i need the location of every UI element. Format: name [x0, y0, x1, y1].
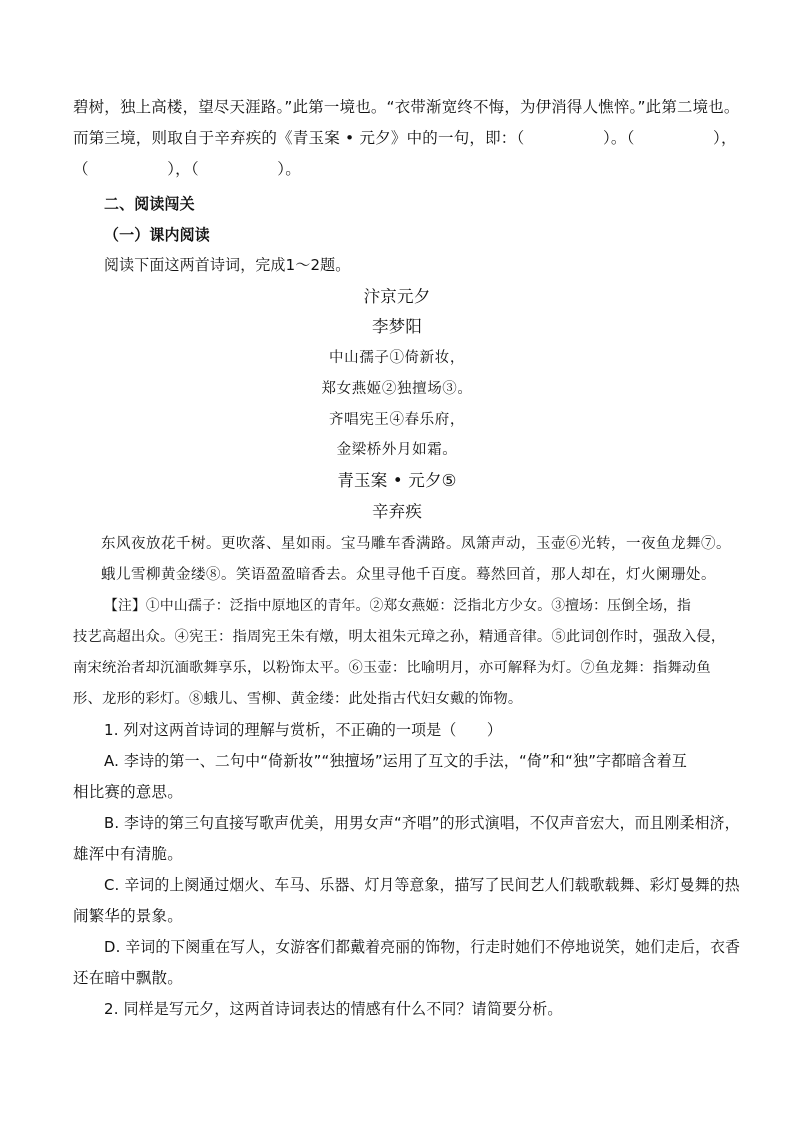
- question-1-stem: 1. 列对这两首诗词的理解与赏析，不正确的一项是（ ）: [104, 721, 502, 739]
- question-1-option-a: 相比赛的意思。: [73, 783, 183, 801]
- question-1-option-b: 雄浑中有清脆。: [73, 845, 183, 863]
- question-1-option-b: B. 李诗的第三句直接写歌声优美，用男女声“齐唱”的形式演唱，不仅声音宏大，而且刚柔相济，: [104, 814, 740, 832]
- poem1-line: 金梁桥外月如霜。: [336, 442, 458, 458]
- poem1-title: 汴京元夕: [363, 287, 431, 306]
- question-1-option-c: 闹繁华的景象。: [73, 907, 183, 925]
- text-line: （ ），（ ）。: [73, 160, 301, 178]
- poem1-line: 郑女燕姬②独擅场③。: [321, 381, 473, 397]
- poem2-line: 东风夜放花千树。更吹落、星如雨。宝马雕车香满路。凤箫声动，玉壶⑥光转，一夜鱼龙舞⑦。: [101, 536, 731, 552]
- poem1-author: 李梦阳: [371, 317, 423, 336]
- notes-line: 南宋统治者却沉湎歌舞享乐，以粉饰太平。⑥玉壶：比喻明月，亦可解释为灯。⑦鱼龙舞：指舞动鱼: [73, 660, 711, 676]
- text-line: 碧树，独上高楼，望尽天涯路。”此第一境也。“衣带渐宽终不悔，为伊消得人憔悴。”此第二境也。: [73, 98, 740, 116]
- poem2-line: 蛾儿雪柳黄金缕⑧。笑语盈盈暗香去。众里寻他千百度。蓦然回首，那人却在，灯火阑珊处。: [101, 567, 716, 583]
- poem2-title: 青玉案 • 元夕⑤: [337, 471, 457, 490]
- section-heading: 二、阅读闯关: [104, 195, 195, 213]
- question-2-stem: 2. 同样是写元夕，这两首诗词表达的情感有什么不同？请简要分析。: [104, 1000, 563, 1018]
- text-line: 而第三境，则取自于辛弃疾的《青玉案 • 元夕》中的一句，即：（ ）。（ ），: [73, 129, 737, 147]
- question-1-option-d: D. 辛词的下阕重在写人，女游客们都戴着亮丽的饰物，行走时她们不停地说笑，她们走后，衣香: [104, 938, 741, 956]
- notes-line: 形、龙形的彩灯。⑧蛾儿、雪柳、黄金缕：此处指古代妇女戴的饰物。: [73, 691, 523, 707]
- question-1-option-c: C. 辛词的上阕通过烟火、车马、乐器、灯月等意象，描写了民间艺人们载歌载舞、彩灯曼舞的热: [104, 876, 740, 894]
- question-1-option-d: 还在暗中飘散。: [73, 969, 183, 987]
- notes-line: 技艺高超出众。④宪王：指周宪王朱有燉，明太祖朱元璋之孙，精通音律。⑤此词创作时，强敌入侵，: [73, 629, 726, 645]
- question-1-option-a: A. 李诗的第一、二句中“倚新妆”“独擅场”运用了互文的手法，“倚”和“独”字都暗含着互: [104, 752, 687, 770]
- notes-line: 【注】①中山孺子：泛指中原地区的青年。②郑女燕姬：泛指北方少女。③擅场：压倒全场，指: [104, 598, 691, 614]
- poem1-line: 中山孺子①倚新妆，: [329, 350, 465, 366]
- poem2-author: 辛弃疾: [371, 502, 423, 521]
- poem1-line: 齐唱宪王④春乐府，: [329, 412, 465, 428]
- section-subheading: （一）课内阅读: [104, 226, 210, 244]
- instruction-text: 阅读下面这两首诗词，完成1～2题。: [104, 256, 351, 274]
